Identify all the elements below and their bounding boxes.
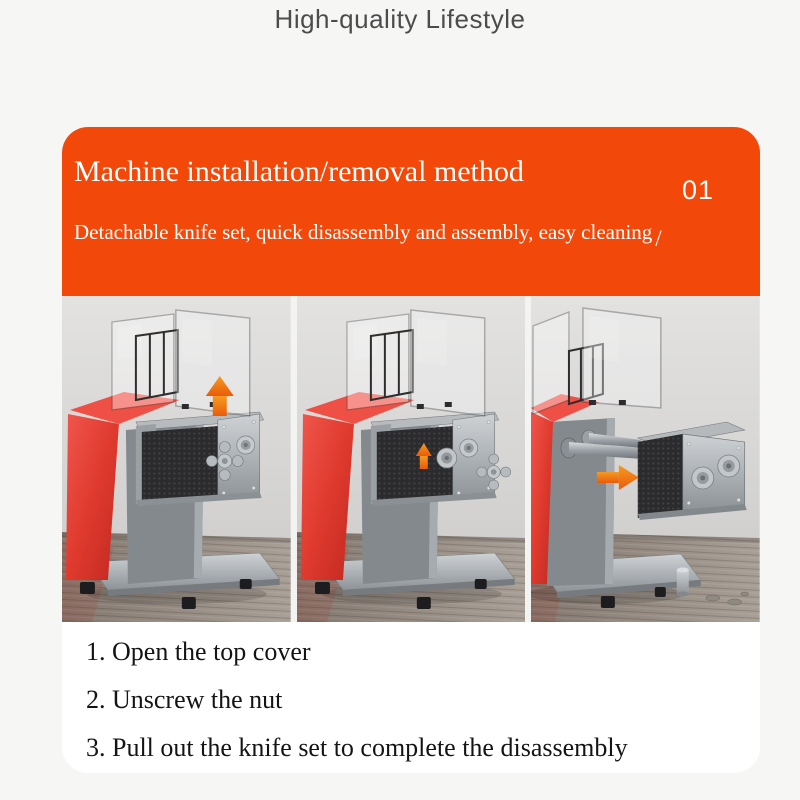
photo-strip	[62, 296, 760, 622]
banner-subtitle-text: Detachable knife set, quick disassembly and assembly, easy cleaning	[74, 220, 653, 244]
acrylic-cover	[533, 308, 661, 414]
promo-card	[62, 127, 760, 773]
banner-number: 01	[681, 175, 714, 205]
banner-title: Machine installation/removal method	[74, 155, 524, 188]
machine-open-cover-illustration	[62, 296, 291, 622]
machine-knife-set-removed-illustration	[531, 296, 760, 622]
steps-list	[62, 622, 760, 773]
step-item-1: 1. Open the top cover	[86, 637, 311, 666]
banner-subtitle-slash: /	[655, 226, 662, 251]
photo-panel-step-1	[62, 296, 291, 622]
banner-subtitle	[74, 219, 662, 251]
acrylic-cover	[347, 310, 485, 416]
banner	[62, 127, 760, 296]
step-item-3: 3. Pull out the knife set to complete the disassembly	[86, 733, 628, 762]
acrylic-cover	[112, 310, 250, 416]
machine-unscrew-nut-illustration	[297, 296, 526, 622]
small-cup-part	[677, 568, 689, 597]
shaft-nut	[237, 436, 255, 454]
page-title: High-quality Lifestyle	[274, 4, 526, 34]
page-header	[0, 0, 800, 46]
photo-panel-step-3	[531, 296, 760, 622]
photo-panel-step-2	[297, 296, 526, 622]
step-item-2: 2. Unscrew the nut	[86, 685, 283, 714]
